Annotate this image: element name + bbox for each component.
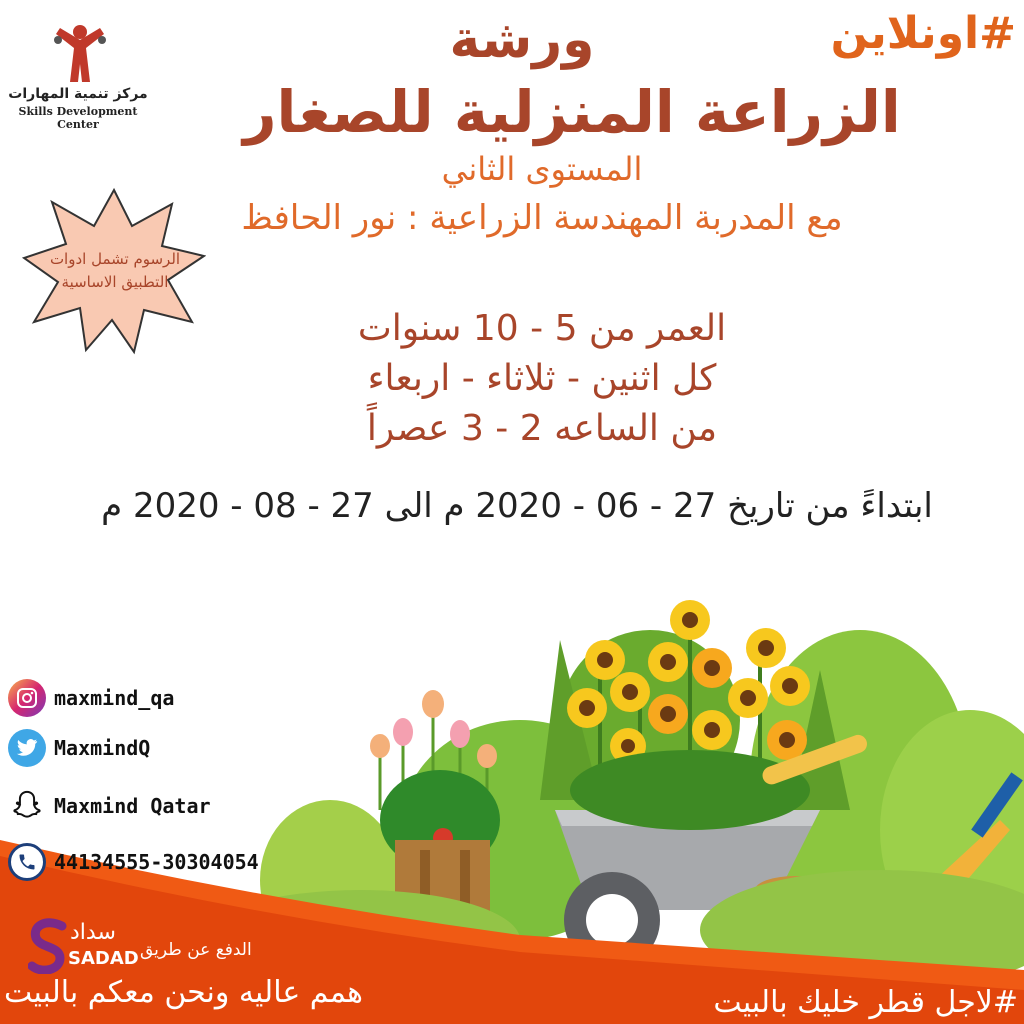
phone-number: 44134555-30304054 xyxy=(54,850,259,874)
snapchat-row[interactable] xyxy=(8,786,211,826)
page-title-line-2: الزراعة المنزلية للصغار xyxy=(243,78,901,146)
slogan-right-hashtag: #لاجل قطر خليك بالبيت xyxy=(713,985,1018,1020)
payment-note: الدفع عن طريق xyxy=(140,940,252,960)
instagram-handle: maxmind_qa xyxy=(54,686,175,710)
twitter-handle: MaxmindQ xyxy=(54,736,151,760)
level-label: المستوى الثاني xyxy=(441,150,643,188)
sadad-s-icon xyxy=(28,918,68,974)
logo-english-text: Skills Development Center xyxy=(18,105,138,131)
instagram-icon xyxy=(8,679,46,717)
page-title-line-1: ورشة xyxy=(449,10,595,70)
twitter-row[interactable] xyxy=(8,728,150,768)
days-detail: كل اثنين - ثلاثاء - اربعاء xyxy=(367,358,717,399)
slogan-left: همم عاليه ونحن معكم بالبيت xyxy=(4,975,363,1010)
time-detail: من الساعه 2 - 3 عصراً xyxy=(366,408,718,449)
fees-note: الرسوم تشمل ادوات التطبيق الاساسية xyxy=(49,250,181,291)
hashtag-online: #اونلاين xyxy=(830,8,1016,59)
snapchat-icon xyxy=(8,787,46,825)
phone-icon xyxy=(8,843,46,881)
instagram-row[interactable] xyxy=(8,678,174,718)
snapchat-handle: Maxmind Qatar xyxy=(54,794,211,818)
phone-row[interactable] xyxy=(8,842,259,882)
age-detail: العمر من 5 - 10 سنوات xyxy=(357,308,727,349)
sadad-english: SADAD xyxy=(68,948,139,969)
sadad-arabic: سداد xyxy=(70,920,116,945)
trainer-label: مع المدربة المهندسة الزراعية : نور الحافظ xyxy=(241,198,843,238)
date-range: ابتداءً من تاريخ 27 - 06 - 2020 م الى 27 - 08 - 2020 م xyxy=(101,486,933,526)
sadad-logo xyxy=(28,918,138,978)
twitter-icon xyxy=(8,729,46,767)
logo-arabic-text: مركز تنمية المهارات xyxy=(8,86,148,102)
